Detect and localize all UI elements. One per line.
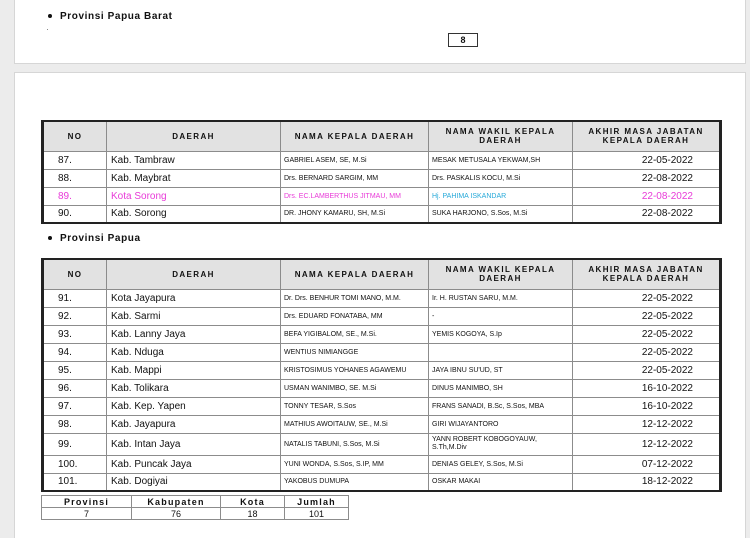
cell-no: 92. [43,307,107,325]
table-row [43,473,721,491]
table-row [43,307,721,325]
cell-daerah: Kab. Puncak Jaya [107,455,281,473]
table-row [43,433,721,455]
cell-daerah: Kota Sorong [107,187,281,205]
col-header-nama: NAMA KEPALA DAERAH [281,121,429,151]
table-row [43,379,721,397]
cell-no: 94. [43,343,107,361]
cell-akhir-masa-jabatan: 22-05-2022 [573,289,721,307]
cell-daerah: Kota Jayapura [107,289,281,307]
cell-nama-kepala: Dr. Drs. BENHUR TOMI MANO, M.M. [281,289,429,307]
cell-akhir-masa-jabatan: 22-08-2022 [573,205,721,223]
table-row [43,169,721,187]
summary-header-kota: Kota [221,496,285,508]
col-header-wakil: NAMA WAKIL KEPALA DAERAH [429,121,573,151]
cell-no: 100. [43,455,107,473]
cell-nama-wakil: - [429,307,573,325]
cell-nama-wakil: Drs. PASKALIS KOCU, M.Si [429,169,573,187]
document-page [14,72,746,538]
col-header-no: NO [43,121,107,151]
cell-no: 90. [43,205,107,223]
summary-header-row [42,496,349,508]
table-row [43,151,721,169]
cell-nama-kepala: BEFA YIGIBALOM, SE., M.Si. [281,325,429,343]
cell-nama-wakil: Ir. H. RUSTAN SARU, M.M. [429,289,573,307]
cell-nama-kepala: USMAN WANIMBO, SE. M.Si [281,379,429,397]
cell-nama-wakil: DINUS MANIMBO, SH [429,379,573,397]
table-row [43,397,721,415]
col-header-nama: NAMA KEPALA DAERAH [281,259,429,289]
cell-nama-wakil: Hj. PAHIMA ISKANDAR [429,187,573,205]
bullet-icon [48,236,52,240]
cell-no: 101. [43,473,107,491]
table-row [43,343,721,361]
col-header-akhir: AKHIR MASA JABATAN KEPALA DAERAH [573,121,721,151]
table-row [43,187,721,205]
col-header-akhir: AKHIR MASA JABATAN KEPALA DAERAH [573,259,721,289]
cell-no: 93. [43,325,107,343]
cell-nama-kepala: MATHIUS AWOITAUW, SE., M.Si [281,415,429,433]
cell-akhir-masa-jabatan: 12-12-2022 [573,415,721,433]
cell-daerah: Kab. Tambraw [107,151,281,169]
page-number: 8 [448,33,478,47]
cell-nama-kepala: NATALIS TABUNI, S.Sos, M.Si [281,433,429,455]
cell-nama-kepala: DR. JHONY KAMARU, SH, M.Si [281,205,429,223]
cell-akhir-masa-jabatan: 16-10-2022 [573,397,721,415]
cell-nama-wakil: OSKAR MAKAI [429,473,573,491]
cell-akhir-masa-jabatan: 22-08-2022 [573,169,721,187]
summary-header-kabupaten: Kabupaten [132,496,221,508]
bullet-icon [48,14,52,18]
table-papua [41,258,722,492]
cell-no: 95. [43,361,107,379]
cell-daerah: Kab. Intan Jaya [107,433,281,455]
cell-nama-wakil: YANN ROBERT KOBOGOYAUW, S.Th,M.Div [429,433,573,455]
cell-nama-wakil [429,343,573,361]
table-row [43,455,721,473]
cell-nama-kepala: WENTIUS NIMIANGGE [281,343,429,361]
cell-nama-kepala: Drs. EDUARD FONATABA, MM [281,307,429,325]
cell-nama-wakil: YEMIS KOGOYA, S.Ip [429,325,573,343]
cell-no: 88. [43,169,107,187]
cell-akhir-masa-jabatan: 22-08-2022 [573,187,721,205]
cell-akhir-masa-jabatan: 22-05-2022 [573,307,721,325]
summary-table [41,495,349,520]
cell-akhir-masa-jabatan: 22-05-2022 [573,361,721,379]
cell-no: 98. [43,415,107,433]
cell-nama-kepala: TONNY TESAR, S.Sos [281,397,429,415]
cell-nama-wakil: GIRI WIJAYANTORO [429,415,573,433]
stray-mark [47,29,48,30]
cell-nama-kepala: Drs. BERNARD SARGIM, MM [281,169,429,187]
summary-value-jumlah: 101 [285,508,349,520]
cell-no: 91. [43,289,107,307]
cell-nama-wakil: JAYA IBNU SU'UD, ST [429,361,573,379]
summary-header-jumlah: Jumlah [285,496,349,508]
cell-daerah: Kab. Lanny Jaya [107,325,281,343]
cell-akhir-masa-jabatan: 16-10-2022 [573,379,721,397]
cell-akhir-masa-jabatan: 22-05-2022 [573,151,721,169]
table-row [43,361,721,379]
col-header-daerah: DAERAH [107,259,281,289]
table-row [43,325,721,343]
cell-daerah: Kab. Nduga [107,343,281,361]
summary-value-provinsi: 7 [42,508,132,520]
cell-daerah: Kab. Jayapura [107,415,281,433]
cell-daerah: Kab. Tolikara [107,379,281,397]
cell-daerah: Kab. Mappi [107,361,281,379]
cell-nama-kepala: KRISTOSIMUS YOHANES AGAWEMU [281,361,429,379]
cell-daerah: Kab. Dogiyai [107,473,281,491]
cell-no: 99. [43,433,107,455]
table-header-row [43,121,721,151]
table-row [43,205,721,223]
table-papua-barat [41,120,722,224]
cell-akhir-masa-jabatan: 22-05-2022 [573,325,721,343]
cell-no: 87. [43,151,107,169]
cell-akhir-masa-jabatan: 22-05-2022 [573,343,721,361]
section-heading-papua: Provinsi Papua [48,233,141,244]
cell-daerah: Kab. Sorong [107,205,281,223]
table-header-row [43,259,721,289]
table-row [43,289,721,307]
col-header-wakil: NAMA WAKIL KEPALA DAERAH [429,259,573,289]
cell-nama-wakil: FRANS SANADI, B.Sc, S.Sos, MBA [429,397,573,415]
cell-nama-wakil: MESAK METUSALA YEKWAM,SH [429,151,573,169]
cell-no: 97. [43,397,107,415]
cell-nama-kepala: YAKOBUS DUMUPA [281,473,429,491]
summary-value-row [42,508,349,520]
cell-no: 96. [43,379,107,397]
document-page-top [14,0,746,64]
cell-akhir-masa-jabatan: 12-12-2022 [573,433,721,455]
cell-akhir-masa-jabatan: 18-12-2022 [573,473,721,491]
cell-akhir-masa-jabatan: 07-12-2022 [573,455,721,473]
cell-daerah: Kab. Sarmi [107,307,281,325]
table-row [43,415,721,433]
cell-nama-wakil: DENIAS GELEY, S.Sos, M.Si [429,455,573,473]
col-header-no: NO [43,259,107,289]
cell-no: 89. [43,187,107,205]
summary-header-provinsi: Provinsi [42,496,132,508]
cell-nama-kepala: Drs. EC.LAMBERTHUS JITMAU, MM [281,187,429,205]
cell-nama-wakil: SUKA HARJONO, S.Sos, M.Si [429,205,573,223]
col-header-daerah: DAERAH [107,121,281,151]
cell-nama-kepala: GABRIEL ASEM, SE, M.Si [281,151,429,169]
cell-daerah: Kab. Kep. Yapen [107,397,281,415]
cell-daerah: Kab. Maybrat [107,169,281,187]
section-heading-papua-barat: Provinsi Papua Barat [48,11,173,22]
cell-nama-kepala: YUNI WONDA, S.Sos, S.IP, MM [281,455,429,473]
summary-value-kabupaten: 76 [132,508,221,520]
summary-value-kota: 18 [221,508,285,520]
